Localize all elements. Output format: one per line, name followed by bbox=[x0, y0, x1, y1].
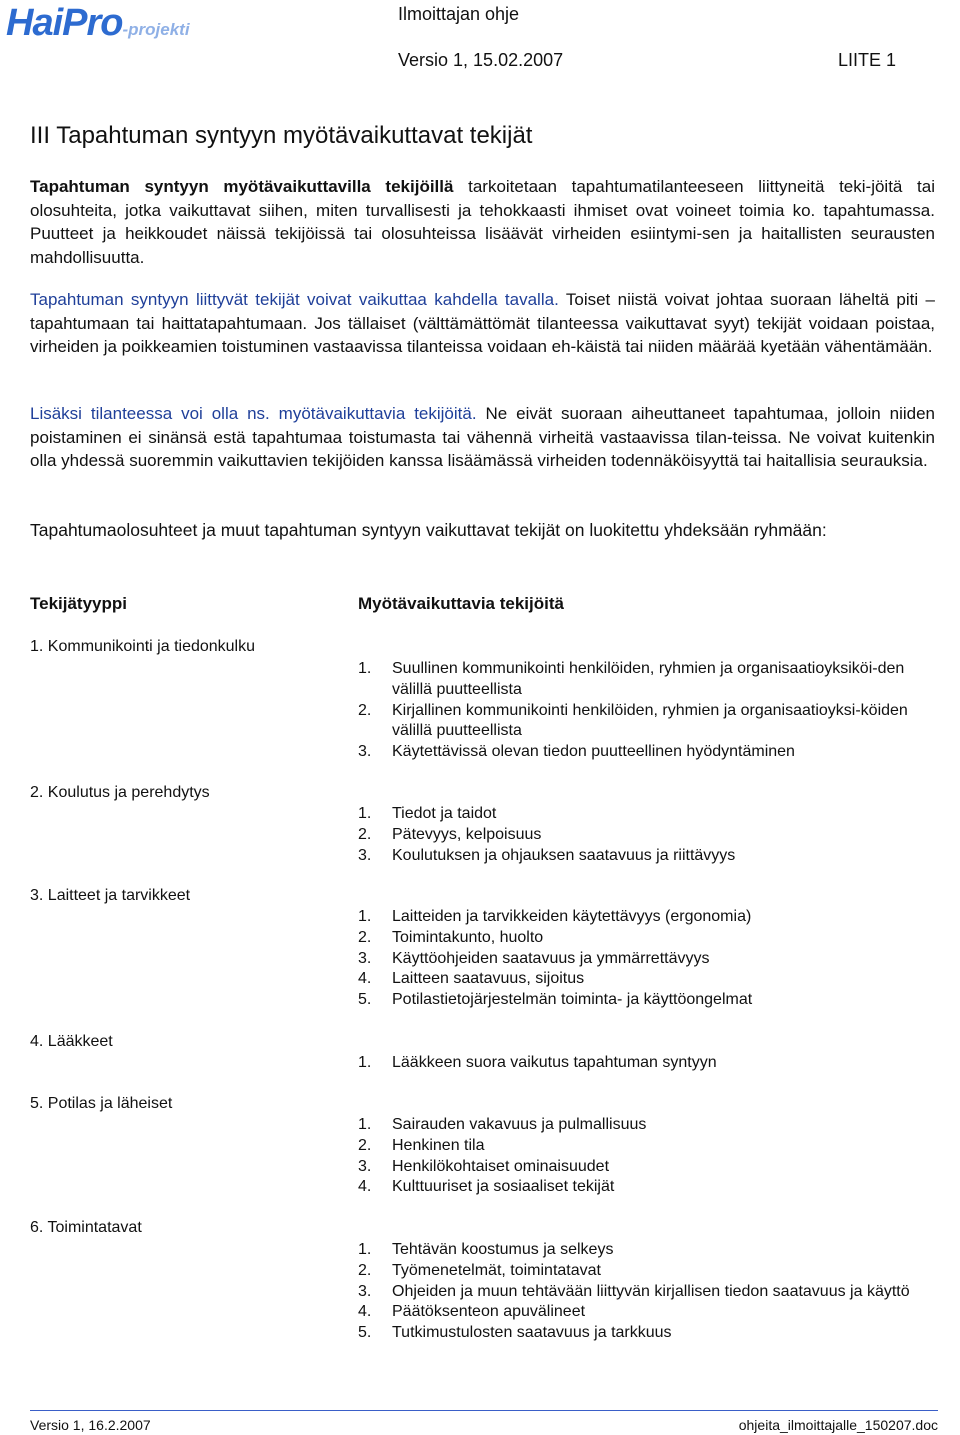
list-item-number: 1. bbox=[358, 908, 372, 925]
version-header: Versio 1, 15.02.2007 bbox=[398, 50, 564, 70]
list-item-text: Henkilökohtaiset ominaisuudet bbox=[392, 1157, 610, 1175]
list-item-text: Koulutuksen ja ohjauksen saatavuus ja riittävyys bbox=[392, 846, 736, 864]
list-item-number: 1. bbox=[358, 1241, 372, 1258]
list-item-text: Sairauden vakavuus ja pulmallisuus bbox=[392, 1116, 647, 1133]
list-item-text: Toimintakunto, huolto bbox=[392, 928, 544, 946]
appendix-label: LIITE 1 bbox=[838, 50, 897, 70]
list-item bbox=[358, 1323, 938, 1344]
list-item-number: 1. bbox=[358, 1054, 372, 1071]
paragraph-contributing-text: Ne eivät suoraan aiheuttaneet tapahtumaa, jolloin niiden poistaminen ei sinänsä estä tapahtumaa toistumasta tai vähennä virheitä vastaavissa tilan-teissa. Ne voivat kuitenkin olla yhdessä suoremmin vaikuttavien tekijöiden kanssa lisäämässä virheiden todennäköisyyttä tai haitallisia seurauksia. bbox=[30, 404, 935, 470]
list-item bbox=[358, 969, 938, 990]
paragraph-definition-term: Tapahtuman syntyyn myötävaikuttavilla tekijöillä bbox=[30, 177, 454, 196]
column-header-contributing-factors: Myötävaikuttavia tekijöitä bbox=[358, 594, 564, 613]
paragraph-contributing bbox=[30, 402, 935, 473]
list-item bbox=[358, 1053, 938, 1074]
list-item-number: 3. bbox=[358, 1282, 372, 1300]
category-communication-list bbox=[358, 659, 938, 763]
paragraph-definition-text: tarkoitetaan tapahtumatilanteeseen liittyneitä teki-jöitä tai olosuhteita, jotka vaikuttavat siihen, miten turvallisesti ja tehokkaasti ihmiset ovat voineet toimia ko. tapahtumassa. Puutteet ja heikkoudet näissä tekijöissä tai olosuhteissa lisäävät virheiden esiintymi-sen ja haitallisten seurausten mahdollisuutta. bbox=[30, 177, 935, 267]
list-item bbox=[358, 1302, 938, 1323]
list-item bbox=[358, 1177, 938, 1198]
list-item-text: Pätevyys, kelpoisuus bbox=[392, 825, 542, 843]
list-item-number: 3. bbox=[358, 949, 372, 967]
list-item-number: 1. bbox=[358, 805, 372, 822]
list-item bbox=[358, 1115, 938, 1136]
list-item-number: 4. bbox=[358, 970, 372, 988]
footer-divider bbox=[30, 1410, 938, 1411]
category-equipment-list bbox=[358, 907, 938, 1011]
list-item-number: 4. bbox=[358, 1303, 372, 1321]
list-item-text: Henkinen tila bbox=[392, 1136, 485, 1154]
list-item-number: 2. bbox=[358, 825, 372, 843]
category-training: 2. Koulutus ja perehdytys bbox=[30, 784, 210, 801]
list-item-text: Työmenetelmät, toimintatavat bbox=[392, 1261, 601, 1279]
list-item bbox=[358, 907, 938, 928]
paragraph-contributing-lead: Lisäksi tilanteessa voi olla ns. myötävaikuttavia tekijöitä. bbox=[30, 404, 477, 423]
list-item-text: Suullinen kommunikointi henkilöiden, ryhmien ja organisaatioyksiköi-den välillä puutteellista bbox=[392, 660, 905, 698]
list-item-text: Laitteen saatavuus, sijoitus bbox=[392, 970, 585, 988]
list-item bbox=[358, 701, 938, 743]
paragraph-two-ways-lead: Tapahtuman syntyyn liittyvät tekijät voivat vaikuttaa kahdella tavalla. bbox=[30, 290, 559, 309]
list-item-text: Ohjeiden ja muun tehtävään liittyvän kirjallisen tiedon saatavuus ja käyttö bbox=[392, 1282, 910, 1300]
list-item bbox=[358, 1261, 938, 1282]
logo-main-text: HaiPro bbox=[6, 2, 123, 44]
paragraph-classification: Tapahtumaolosuhteet ja muut tapahtuman syntyyn vaikuttavat tekijät on luokitettu yhdeksään ryhmään: bbox=[30, 520, 827, 540]
list-item-text: Laitteiden ja tarvikkeiden käytettävyys (ergonomia) bbox=[392, 908, 752, 925]
section-title: III Tapahtuman syntyyn myötävaikuttavat tekijät bbox=[30, 122, 533, 149]
list-item bbox=[358, 1136, 938, 1157]
haipro-logo bbox=[6, 2, 236, 48]
list-item-number: 5. bbox=[358, 991, 372, 1009]
list-item-number: 2. bbox=[358, 928, 372, 946]
list-item-text: Tiedot ja taidot bbox=[392, 805, 497, 822]
column-header-factor-type: Tekijätyyppi bbox=[30, 594, 127, 613]
list-item-text: Käytettävissä olevan tiedon puutteellinen hyödyntäminen bbox=[392, 743, 795, 761]
list-item bbox=[358, 846, 938, 867]
list-item-number: 2. bbox=[358, 1261, 372, 1279]
list-item-number: 1. bbox=[358, 1116, 372, 1133]
list-item bbox=[358, 659, 938, 701]
logo-sub-text: -projekti bbox=[122, 20, 190, 39]
category-practices: 6. Toimintatavat bbox=[30, 1219, 142, 1236]
paragraph-two-ways bbox=[30, 288, 935, 359]
list-item-number: 4. bbox=[358, 1178, 372, 1196]
list-item bbox=[358, 990, 938, 1011]
list-item-number: 2. bbox=[358, 1136, 372, 1154]
list-item bbox=[358, 949, 938, 970]
list-item-text: Tutkimustulosten saatavuus ja tarkkuus bbox=[392, 1324, 672, 1342]
list-item-number: 3. bbox=[358, 846, 372, 864]
list-item bbox=[358, 825, 938, 846]
paragraph-two-ways-text: Toiset niistä voivat johtaa suoraan läheltä piti –tapahtumaan tai haittatapahtumaan. Jos tällaiset (välttämättömät tilanteessa vaikuttavat syyt) tekijät voidaan poistaa, virheiden ja poikkeamien toistuminen vastaavissa tilanteissa voidaan eh-käistä tai niiden määrää kyetään vähentämään. bbox=[30, 290, 935, 356]
list-item bbox=[358, 928, 938, 949]
list-item-text: Käyttöohjeiden saatavuus ja ymmärrettävyys bbox=[392, 949, 710, 967]
category-patient: 5. Potilas ja läheiset bbox=[30, 1095, 173, 1112]
paragraph-definition bbox=[30, 175, 935, 269]
list-item-number: 3. bbox=[358, 743, 372, 761]
category-practices-list bbox=[358, 1240, 938, 1344]
list-item-number: 3. bbox=[358, 1157, 372, 1175]
category-medicines: 4. Lääkkeet bbox=[30, 1033, 113, 1050]
category-training-list bbox=[358, 804, 938, 866]
list-item bbox=[358, 742, 938, 763]
list-item-number: 1. bbox=[358, 660, 372, 677]
list-item bbox=[358, 1282, 938, 1303]
list-item bbox=[358, 1157, 938, 1178]
footer-filename: ohjeita_ilmoittajalle_150207.doc bbox=[738, 1417, 938, 1433]
category-equipment: 3. Laitteet ja tarvikkeet bbox=[30, 887, 191, 904]
list-item-text: Päätöksenteon apuvälineet bbox=[392, 1303, 586, 1321]
list-item bbox=[358, 1240, 938, 1261]
list-item bbox=[358, 804, 938, 825]
list-item-text: Kulttuuriset ja sosiaaliset tekijät bbox=[392, 1178, 615, 1196]
document-title: Ilmoittajan ohje bbox=[398, 4, 520, 24]
category-patient-list bbox=[358, 1115, 938, 1198]
list-item-text: Kirjallinen kommunikointi henkilöiden, ryhmien ja organisaatioyksi-köiden välillä puutteellista bbox=[392, 701, 908, 740]
category-communication: 1. Kommunikointi ja tiedonkulku bbox=[30, 638, 256, 655]
footer-version: Versio 1, 16.2.2007 bbox=[30, 1417, 151, 1433]
list-item-text: Lääkkeen suora vaikutus tapahtuman syntyyn bbox=[392, 1054, 717, 1071]
category-medicines-list bbox=[358, 1053, 938, 1074]
list-item-text: Potilastietojärjestelmän toiminta- ja käyttöongelmat bbox=[392, 991, 753, 1009]
list-item-number: 2. bbox=[358, 701, 372, 719]
list-item-number: 5. bbox=[358, 1324, 372, 1342]
list-item-text: Tehtävän koostumus ja selkeys bbox=[392, 1241, 614, 1258]
